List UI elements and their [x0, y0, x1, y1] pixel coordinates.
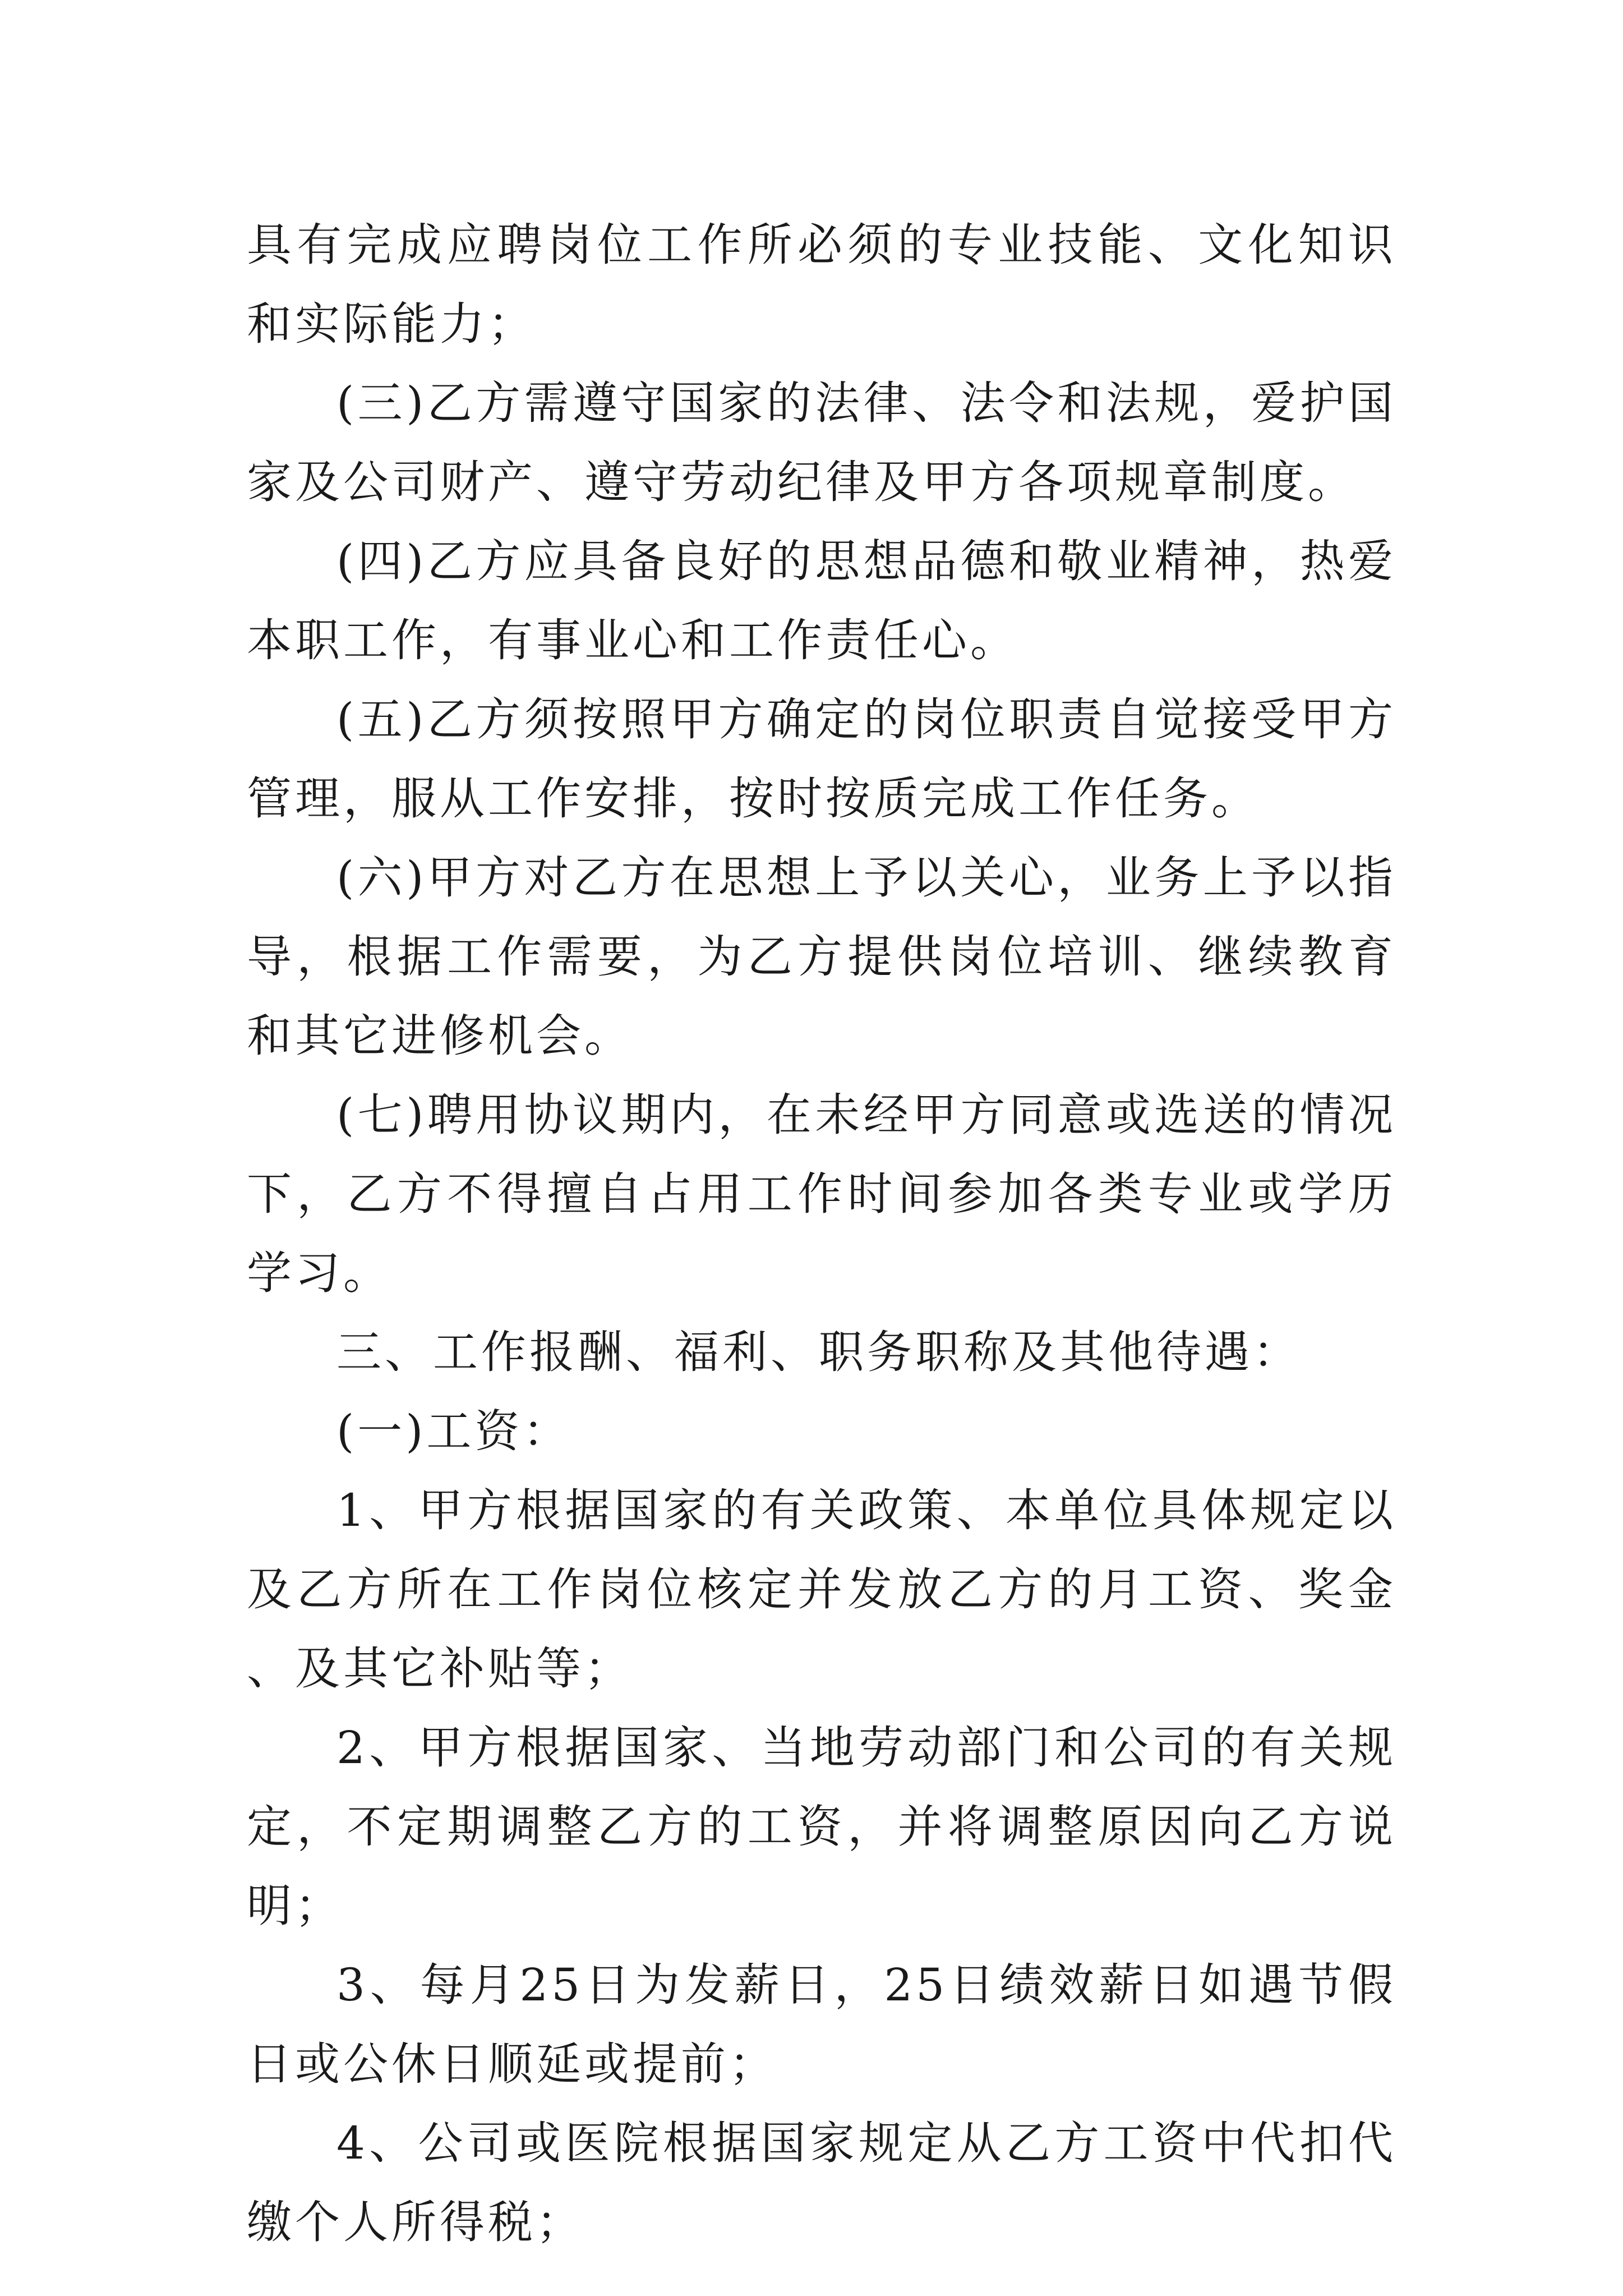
- section-heading-compensation: 三、工作报酬、福利、职务职称及其他待遇：: [336, 1326, 1301, 1378]
- paragraph-salary-item-3: 3、每月25日为发薪日，25日绩效薪日如遇节假日或公休日顺延或提前；: [247, 1959, 1396, 2090]
- subsection-heading-salary: (一)工资：: [336, 1405, 571, 1457]
- paragraph-clause-6: (六)甲方对乙方在思想上予以关心，业务上予以指导，根据工作需要，为乙方提供岗位培训、继续教育和其它进修机会。: [247, 852, 1396, 1062]
- paragraph-clause-3: (三)乙方需遵守国家的法律、法令和法规，爱护国家及公司财产、遵守劳动纪律及甲方各项规章制度。: [247, 377, 1396, 508]
- paragraph-clause-4: (四)乙方应具备良好的思想品德和敬业精神，热爱本职工作，有事业心和工作责任心。: [247, 535, 1396, 666]
- paragraph-clause-5: (五)乙方须按照甲方确定的岗位职责自觉接受甲方管理，服从工作安排，按时按质完成工作任务。: [247, 693, 1396, 825]
- paragraph-salary-item-1: 1、甲方根据国家的有关政策、本单位具体规定以及乙方所在工作岗位核定并发放乙方的月工资、奖金、及其它补贴等；: [247, 1484, 1396, 1695]
- paragraph-clause-7: (七)聘用协议期内，在未经甲方同意或选送的情况下，乙方不得擅自占用工作时间参加各类专业或学历学习。: [247, 1089, 1396, 1299]
- paragraph-salary-item-2: 2、甲方根据国家、当地劳动部门和公司的有关规定，不定期调整乙方的工资，并将调整原因向乙方说明；: [247, 1722, 1396, 1932]
- paragraph-salary-item-4: 4、公司或医院根据国家规定从乙方工资中代扣代缴个人所得税；: [247, 2117, 1396, 2248]
- document-body: [247, 205, 1396, 2262]
- paragraph-continuation: 具有完成应聘岗位工作所必须的专业技能、文化知识和实际能力；: [247, 219, 1396, 350]
